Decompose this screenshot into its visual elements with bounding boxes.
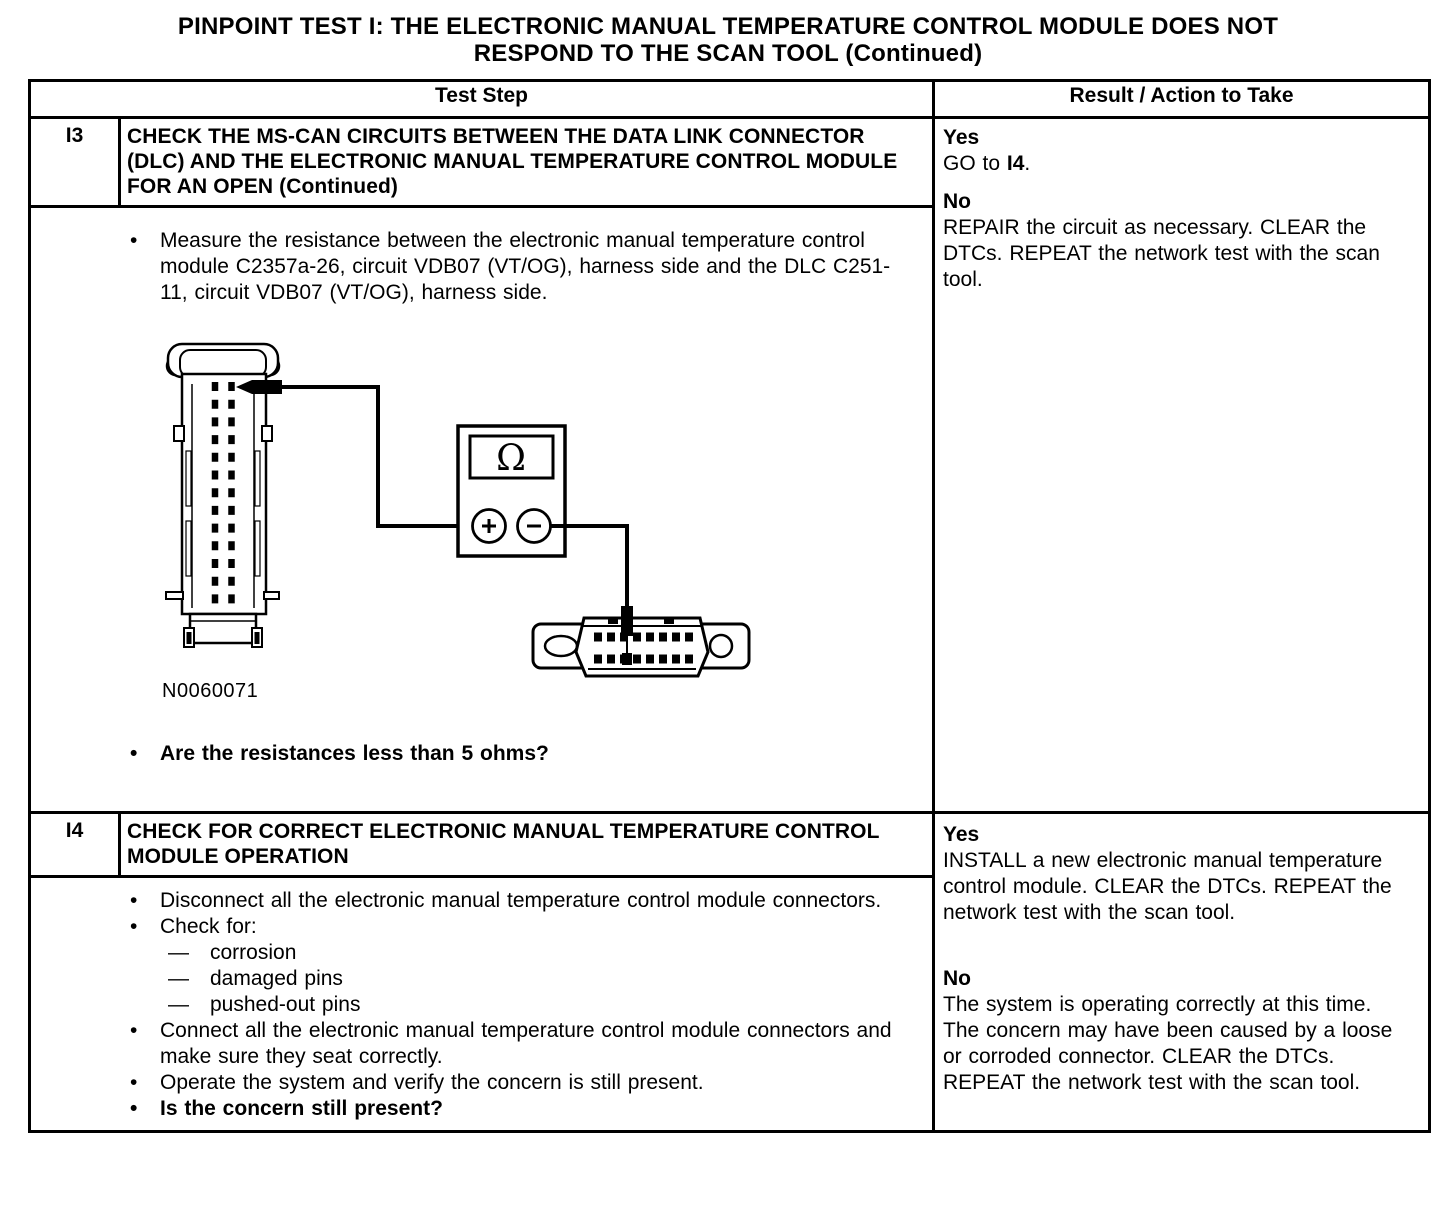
i3-title-row <box>30 118 1430 207</box>
ohm-symbol: Ω <box>496 438 526 479</box>
i3-no-label: No <box>943 190 971 213</box>
i4-no-action: The system is operating correctly at this time. The concern may have been caused by a loose or corroded connector. CLEAR the DTCs. REPEAT the network test with the scan tool. <box>943 993 1393 1094</box>
i4-yes-action: INSTALL a new electronic manual temperature control module. CLEAR the DTCs. REPEAT the network test with the scan tool. <box>943 849 1392 924</box>
pinpoint-test-table <box>28 79 1431 1133</box>
i4-result-cell <box>934 813 1430 1132</box>
i4-yes-label: Yes <box>943 823 980 846</box>
page-title-line1: PINPOINT TEST I: THE ELECTRONIC MANUAL TEMPERATURE CONTROL MODULE DOES NOT <box>177 13 1279 40</box>
i3-step-id: I3 <box>30 118 120 207</box>
i3-step-title: CHECK THE MS-CAN CIRCUITS BETWEEN THE DATA LINK CONNECTOR (DLC) AND THE ELECTRONIC MANUAL TEMPERATURE CONTROL MODULE FOR AN OPEN (Continued) <box>120 118 934 207</box>
i3-step-measure: • Measure the resistance between the electronic manual temperature control module C2357a-26, circuit VDB07 (VT/OG), harness side and the DLC C251-11, circuit VDB07 (VT/OG), harness side. <box>128 228 910 306</box>
i4-question: • Is the concern still present? <box>128 1096 910 1122</box>
i4-check-item-damaged-pins: — damaged pins <box>128 966 910 992</box>
i3-body-cell <box>30 207 934 813</box>
i3-yes-action-prefix: GO to <box>943 152 1007 175</box>
i4-body-cell <box>30 877 934 1132</box>
i3-step-list <box>31 228 932 306</box>
i4-step-check-for: • Check for: <box>128 914 910 940</box>
i4-step-disconnect: • Disconnect all the electronic manual temperature control module connectors. <box>128 888 910 914</box>
i3-yes-action-suffix: . <box>1024 152 1031 175</box>
i3-yes-action <box>943 151 1398 177</box>
wiring-diagram <box>140 336 782 708</box>
i4-step-title: CHECK FOR CORRECT ELECTRONIC MANUAL TEMPERATURE CONTROL MODULE OPERATION <box>120 813 934 877</box>
i4-step-operate: • Operate the system and verify the concern is still present. <box>128 1070 910 1096</box>
i4-step-connect: • Connect all the electronic manual temperature control module connectors and make sure they seat correctly. <box>128 1018 910 1070</box>
test-lead-wire-left <box>282 387 473 526</box>
table-header-row <box>30 81 1430 118</box>
i3-yes-label: Yes <box>943 126 980 149</box>
result-column-header: Result / Action to Take <box>934 81 1430 118</box>
i4-step-list <box>31 888 932 1122</box>
minus-terminal-icon <box>518 510 551 543</box>
plus-terminal-icon <box>473 510 506 543</box>
i3-question: • Are the resistances less than 5 ohms? <box>128 741 910 767</box>
i3-yes-action-target: I4 <box>1006 152 1025 175</box>
i4-check-item-corrosion: — corrosion <box>128 940 910 966</box>
figure-number-label: N0060071 <box>162 680 259 702</box>
ohmmeter-drawing <box>458 426 565 556</box>
resistance-test-figure <box>140 336 782 715</box>
page-title <box>0 13 1456 67</box>
page-title-line2: RESPOND TO THE SCAN TOOL (Continued) <box>473 40 983 67</box>
i4-title-row <box>30 813 1430 877</box>
i4-step-id: I4 <box>30 813 120 877</box>
i3-question-list <box>31 741 932 767</box>
i3-no-action: REPAIR the circuit as necessary. CLEAR the DTCs. REPEAT the network test with the scan tool. <box>943 216 1380 291</box>
i4-check-item-pushed-out-pins: — pushed-out pins <box>128 992 910 1018</box>
test-step-column-header: Test Step <box>30 81 934 118</box>
probe-tip-dlc <box>621 606 633 636</box>
dlc-connector-drawing <box>533 606 749 676</box>
i3-result-cell <box>934 118 1430 813</box>
i4-no-label: No <box>943 967 971 990</box>
